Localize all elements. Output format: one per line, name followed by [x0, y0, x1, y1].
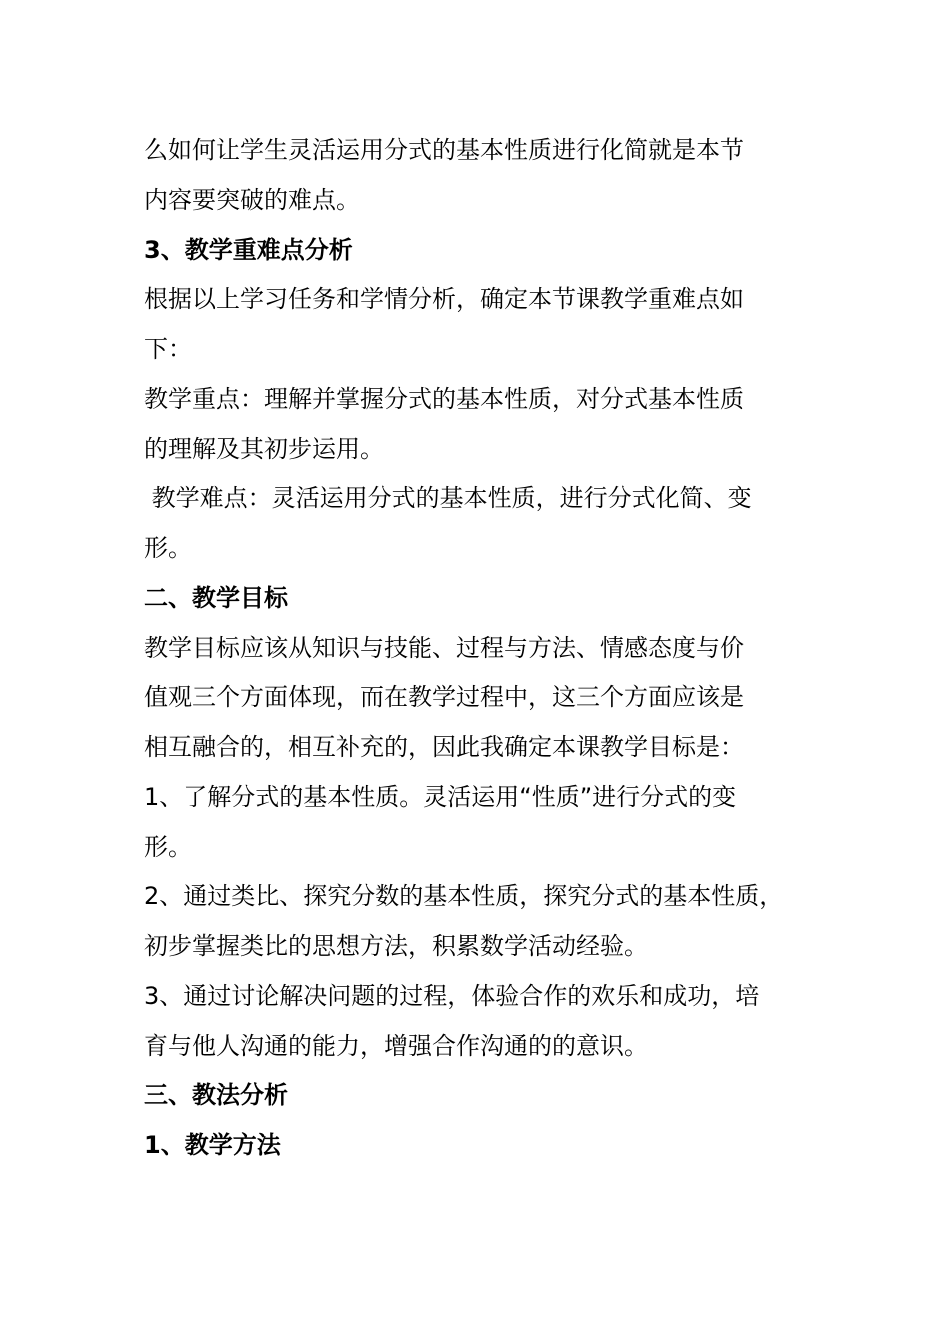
- paragraph-line: 内容要突破的难点。: [144, 185, 360, 214]
- paragraph-line: 形。: [144, 534, 192, 562]
- paragraph-line: 根据以上学习任务和学情分析，确定本节课教学重难点如: [144, 285, 744, 314]
- subsection-heading: 1、教学方法: [144, 1131, 281, 1159]
- paragraph-line: 下：: [144, 335, 192, 363]
- list-item-line: 2、通过类比、探究分数的基本性质，探究分式的基本性质，: [144, 882, 784, 911]
- section-heading: 二、教学目标: [144, 583, 288, 612]
- list-item-line: 育与他人沟通的能力，增强合作沟通的的意识。: [144, 1031, 648, 1060]
- section-heading: 3、教学重难点分析: [144, 235, 353, 264]
- section-heading: 三、教法分析: [144, 1081, 288, 1110]
- list-item-line: 3、通过讨论解决问题的过程，体验合作的欢乐和成功，培: [144, 981, 760, 1010]
- paragraph-line: 值观三个方面体现，而在教学过程中，这三个方面应该是: [144, 683, 744, 712]
- list-item-line: 形。: [144, 832, 192, 861]
- paragraph-line: 教学难点：灵活运用分式的基本性质，进行分式化简、变: [144, 484, 752, 513]
- paragraph-line: 相互融合的，相互补充的，因此我确定本课教学目标是：: [144, 733, 744, 761]
- list-item-line: 初步掌握类比的思想方法，积累数学活动经验。: [144, 932, 648, 960]
- paragraph-line: 教学目标应该从知识与技能、过程与方法、情感态度与价: [144, 633, 744, 662]
- paragraph-line: 的理解及其初步运用。: [144, 434, 384, 463]
- document-body: [144, 126, 824, 1171]
- paragraph-line: 么如何让学生灵活运用分式的基本性质进行化简就是本节: [144, 136, 744, 164]
- paragraph-line: 教学重点：理解并掌握分式的基本性质，对分式基本性质: [144, 384, 744, 413]
- list-item-line: 1、了解分式的基本性质。灵活运用“性质”进行分式的变: [144, 782, 737, 811]
